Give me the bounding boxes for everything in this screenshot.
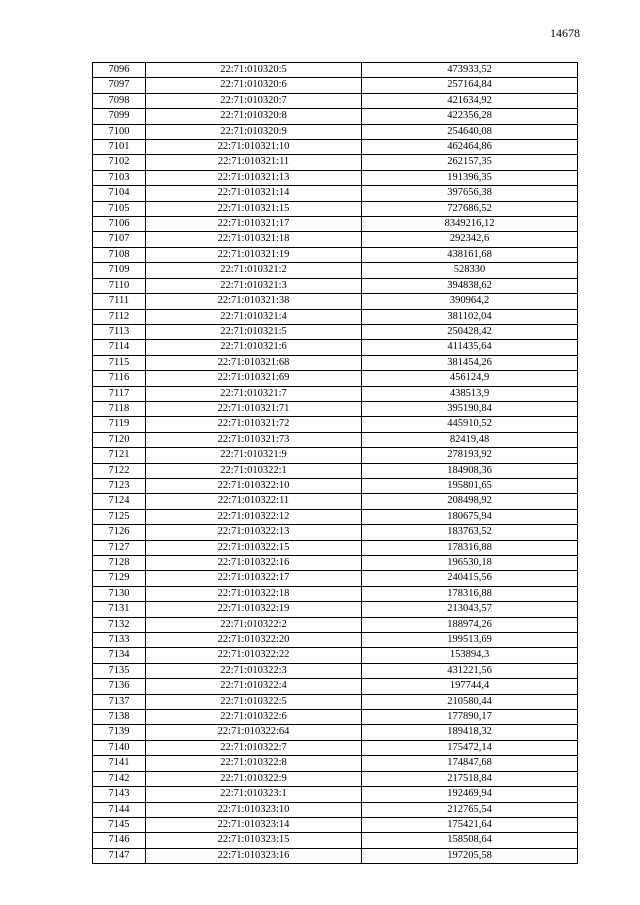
cadastral-number-cell: 22:71:010321:14 — [146, 186, 362, 201]
cadastral-number-cell: 22:71:010322:4 — [146, 679, 362, 694]
row-number-cell: 7115 — [93, 355, 146, 370]
row-number-cell: 7109 — [93, 263, 146, 278]
table-row — [93, 63, 578, 78]
table-row — [93, 679, 578, 694]
table-row — [93, 217, 578, 232]
cadastral-value-cell: 240415,56 — [362, 571, 578, 586]
cadastral-value-cell: 422356,28 — [362, 109, 578, 124]
cadastral-value-table — [92, 62, 578, 864]
row-number-cell: 7116 — [93, 371, 146, 386]
cadastral-value-cell: 175421,64 — [362, 817, 578, 832]
cadastral-number-cell: 22:71:010322:1 — [146, 463, 362, 478]
table-row — [93, 232, 578, 247]
cadastral-number-cell: 22:71:010321:3 — [146, 278, 362, 293]
table-body — [93, 63, 578, 864]
row-number-cell: 7141 — [93, 756, 146, 771]
cadastral-number-cell: 22:71:010321:7 — [146, 386, 362, 401]
cadastral-number-cell: 22:71:010321:5 — [146, 324, 362, 339]
cadastral-number-cell: 22:71:010322:6 — [146, 710, 362, 725]
row-number-cell: 7112 — [93, 309, 146, 324]
cadastral-number-cell: 22:71:010321:19 — [146, 247, 362, 262]
cadastral-value-cell: 184908,36 — [362, 463, 578, 478]
table-row — [93, 787, 578, 802]
cadastral-value-cell: 445910,52 — [362, 417, 578, 432]
table-row — [93, 633, 578, 648]
row-number-cell: 7119 — [93, 417, 146, 432]
table-row — [93, 802, 578, 817]
cadastral-number-cell: 22:71:010322:16 — [146, 556, 362, 571]
row-number-cell: 7111 — [93, 294, 146, 309]
cadastral-number-cell: 22:71:010322:18 — [146, 586, 362, 601]
cadastral-number-cell: 22:71:010322:7 — [146, 740, 362, 755]
cadastral-number-cell: 22:71:010321:2 — [146, 263, 362, 278]
cadastral-number-cell: 22:71:010322:10 — [146, 478, 362, 493]
cadastral-number-cell: 22:71:010321:15 — [146, 201, 362, 216]
table-row — [93, 201, 578, 216]
cadastral-number-cell: 22:71:010321:18 — [146, 232, 362, 247]
cadastral-number-cell: 22:71:010323:14 — [146, 817, 362, 832]
cadastral-value-cell: 180675,94 — [362, 509, 578, 524]
table-row — [93, 78, 578, 93]
cadastral-value-cell: 395190,84 — [362, 401, 578, 416]
cadastral-number-cell: 22:71:010322:2 — [146, 617, 362, 632]
table-row — [93, 186, 578, 201]
row-number-cell: 7106 — [93, 217, 146, 232]
row-number-cell: 7144 — [93, 802, 146, 817]
row-number-cell: 7125 — [93, 509, 146, 524]
row-number-cell: 7133 — [93, 633, 146, 648]
cadastral-value-cell: 183763,52 — [362, 525, 578, 540]
cadastral-number-cell: 22:71:010322:22 — [146, 648, 362, 663]
row-number-cell: 7135 — [93, 663, 146, 678]
cadastral-number-cell: 22:71:010321:71 — [146, 401, 362, 416]
cadastral-number-cell: 22:71:010322:17 — [146, 571, 362, 586]
row-number-cell: 7101 — [93, 140, 146, 155]
cadastral-value-cell: 82419,48 — [362, 432, 578, 447]
row-number-cell: 7143 — [93, 787, 146, 802]
cadastral-value-cell: 196530,18 — [362, 556, 578, 571]
cadastral-number-cell: 22:71:010322:13 — [146, 525, 362, 540]
row-number-cell: 7139 — [93, 725, 146, 740]
cadastral-value-cell: 292342,6 — [362, 232, 578, 247]
table-row — [93, 771, 578, 786]
row-number-cell: 7146 — [93, 833, 146, 848]
cadastral-number-cell: 22:71:010321:68 — [146, 355, 362, 370]
row-number-cell: 7099 — [93, 109, 146, 124]
cadastral-value-cell: 199513,69 — [362, 633, 578, 648]
cadastral-number-cell: 22:71:010321:10 — [146, 140, 362, 155]
table-row — [93, 509, 578, 524]
table-row — [93, 263, 578, 278]
cadastral-value-cell: 278193,92 — [362, 448, 578, 463]
table-row — [93, 756, 578, 771]
page-number: 14678 — [550, 26, 580, 40]
cadastral-value-cell: 456124,9 — [362, 371, 578, 386]
table-row — [93, 463, 578, 478]
row-number-cell: 7132 — [93, 617, 146, 632]
row-number-cell: 7140 — [93, 740, 146, 755]
row-number-cell: 7107 — [93, 232, 146, 247]
cadastral-number-cell: 22:71:010322:3 — [146, 663, 362, 678]
cadastral-value-cell: 262157,35 — [362, 155, 578, 170]
cadastral-number-cell: 22:71:010322:5 — [146, 694, 362, 709]
row-number-cell: 7104 — [93, 186, 146, 201]
table-row — [93, 602, 578, 617]
row-number-cell: 7142 — [93, 771, 146, 786]
cadastral-number-cell: 22:71:010323:1 — [146, 787, 362, 802]
table-row — [93, 309, 578, 324]
row-number-cell: 7123 — [93, 478, 146, 493]
table-row — [93, 586, 578, 601]
cadastral-value-cell: 462464,86 — [362, 140, 578, 155]
cadastral-number-cell: 22:71:010321:69 — [146, 371, 362, 386]
cadastral-value-cell: 189418,32 — [362, 725, 578, 740]
row-number-cell: 7127 — [93, 540, 146, 555]
cadastral-number-cell: 22:71:010322:19 — [146, 602, 362, 617]
cadastral-value-cell: 178316,88 — [362, 586, 578, 601]
row-number-cell: 7110 — [93, 278, 146, 293]
cadastral-value-cell: 390964,2 — [362, 294, 578, 309]
cadastral-number-cell: 22:71:010320:7 — [146, 93, 362, 108]
cadastral-number-cell: 22:71:010320:9 — [146, 124, 362, 139]
cadastral-value-cell: 381102,04 — [362, 309, 578, 324]
table-row — [93, 525, 578, 540]
table-row — [93, 417, 578, 432]
table-row — [93, 124, 578, 139]
cadastral-value-cell: 254640,08 — [362, 124, 578, 139]
cadastral-value-cell: 257164,84 — [362, 78, 578, 93]
table-row — [93, 294, 578, 309]
cadastral-number-cell: 22:71:010320:5 — [146, 63, 362, 78]
table-row — [93, 556, 578, 571]
cadastral-value-cell: 188974,26 — [362, 617, 578, 632]
row-number-cell: 7117 — [93, 386, 146, 401]
cadastral-value-cell: 178316,88 — [362, 540, 578, 555]
table-row — [93, 140, 578, 155]
table-row — [93, 663, 578, 678]
cadastral-value-cell: 177890,17 — [362, 710, 578, 725]
table-row — [93, 432, 578, 447]
table-row — [93, 155, 578, 170]
cadastral-value-cell: 438513,9 — [362, 386, 578, 401]
cadastral-value-cell: 8349216,12 — [362, 217, 578, 232]
table-row — [93, 833, 578, 848]
cadastral-value-cell: 438161,68 — [362, 247, 578, 262]
row-number-cell: 7102 — [93, 155, 146, 170]
table-row — [93, 494, 578, 509]
table-row — [93, 109, 578, 124]
row-number-cell: 7134 — [93, 648, 146, 663]
row-number-cell: 7097 — [93, 78, 146, 93]
cadastral-number-cell: 22:71:010323:15 — [146, 833, 362, 848]
cadastral-value-cell: 213043,57 — [362, 602, 578, 617]
row-number-cell: 7120 — [93, 432, 146, 447]
cadastral-value-cell: 394838,62 — [362, 278, 578, 293]
cadastral-number-cell: 22:71:010321:73 — [146, 432, 362, 447]
row-number-cell: 7114 — [93, 340, 146, 355]
cadastral-number-cell: 22:71:010321:17 — [146, 217, 362, 232]
cadastral-value-cell: 431221,56 — [362, 663, 578, 678]
cadastral-number-cell: 22:71:010321:13 — [146, 170, 362, 185]
table-row — [93, 371, 578, 386]
cadastral-value-cell: 191396,35 — [362, 170, 578, 185]
cadastral-value-cell: 210580,44 — [362, 694, 578, 709]
cadastral-value-cell: 411435,64 — [362, 340, 578, 355]
table-row — [93, 340, 578, 355]
cadastral-value-cell: 175472,14 — [362, 740, 578, 755]
row-number-cell: 7121 — [93, 448, 146, 463]
cadastral-value-cell: 397656,38 — [362, 186, 578, 201]
row-number-cell: 7124 — [93, 494, 146, 509]
cadastral-number-cell: 22:71:010322:20 — [146, 633, 362, 648]
row-number-cell: 7137 — [93, 694, 146, 709]
row-number-cell: 7108 — [93, 247, 146, 262]
cadastral-value-cell: 528330 — [362, 263, 578, 278]
table-row — [93, 648, 578, 663]
table-row — [93, 355, 578, 370]
table-row — [93, 540, 578, 555]
row-number-cell: 7145 — [93, 817, 146, 832]
table-row — [93, 478, 578, 493]
table-row — [93, 93, 578, 108]
table-row — [93, 817, 578, 832]
row-number-cell: 7136 — [93, 679, 146, 694]
table-row — [93, 170, 578, 185]
cadastral-number-cell: 22:71:010323:10 — [146, 802, 362, 817]
cadastral-number-cell: 22:71:010321:6 — [146, 340, 362, 355]
cadastral-number-cell: 22:71:010321:11 — [146, 155, 362, 170]
cadastral-value-cell: 473933,52 — [362, 63, 578, 78]
row-number-cell: 7122 — [93, 463, 146, 478]
table-row — [93, 401, 578, 416]
cadastral-value-cell: 158508,64 — [362, 833, 578, 848]
cadastral-number-cell: 22:71:010322:15 — [146, 540, 362, 555]
cadastral-value-cell: 192469,94 — [362, 787, 578, 802]
cadastral-value-cell: 250428,42 — [362, 324, 578, 339]
table-row — [93, 324, 578, 339]
cadastral-value-cell: 421634,92 — [362, 93, 578, 108]
cadastral-number-cell: 22:71:010321:4 — [146, 309, 362, 324]
row-number-cell: 7098 — [93, 93, 146, 108]
cadastral-value-cell: 197744,4 — [362, 679, 578, 694]
table-row — [93, 740, 578, 755]
cadastral-number-cell: 22:71:010320:8 — [146, 109, 362, 124]
row-number-cell: 7138 — [93, 710, 146, 725]
row-number-cell: 7130 — [93, 586, 146, 601]
table-row — [93, 617, 578, 632]
cadastral-number-cell: 22:71:010321:38 — [146, 294, 362, 309]
row-number-cell: 7129 — [93, 571, 146, 586]
row-number-cell: 7147 — [93, 848, 146, 863]
row-number-cell: 7100 — [93, 124, 146, 139]
table-row — [93, 710, 578, 725]
cadastral-number-cell: 22:71:010322:8 — [146, 756, 362, 771]
cadastral-number-cell: 22:71:010320:6 — [146, 78, 362, 93]
table-row — [93, 448, 578, 463]
cadastral-number-cell: 22:71:010322:64 — [146, 725, 362, 740]
cadastral-value-cell: 197205,58 — [362, 848, 578, 863]
cadastral-number-cell: 22:71:010322:9 — [146, 771, 362, 786]
row-number-cell: 7131 — [93, 602, 146, 617]
row-number-cell: 7103 — [93, 170, 146, 185]
cadastral-value-cell: 153894,3 — [362, 648, 578, 663]
cadastral-value-cell: 727686,52 — [362, 201, 578, 216]
cadastral-value-cell: 195801,65 — [362, 478, 578, 493]
cadastral-value-cell: 381454,26 — [362, 355, 578, 370]
row-number-cell: 7113 — [93, 324, 146, 339]
cadastral-number-cell: 22:71:010322:12 — [146, 509, 362, 524]
table-row — [93, 571, 578, 586]
row-number-cell: 7096 — [93, 63, 146, 78]
cadastral-number-cell: 22:71:010321:72 — [146, 417, 362, 432]
table-row — [93, 386, 578, 401]
row-number-cell: 7105 — [93, 201, 146, 216]
row-number-cell: 7118 — [93, 401, 146, 416]
row-number-cell: 7126 — [93, 525, 146, 540]
cadastral-number-cell: 22:71:010322:11 — [146, 494, 362, 509]
table-row — [93, 694, 578, 709]
table-row — [93, 725, 578, 740]
cadastral-value-cell: 174847,68 — [362, 756, 578, 771]
cadastral-value-cell: 217518,84 — [362, 771, 578, 786]
cadastral-number-cell: 22:71:010321:9 — [146, 448, 362, 463]
table-row — [93, 278, 578, 293]
cadastral-value-cell: 208498,92 — [362, 494, 578, 509]
row-number-cell: 7128 — [93, 556, 146, 571]
table-row — [93, 848, 578, 863]
cadastral-number-cell: 22:71:010323:16 — [146, 848, 362, 863]
cadastral-value-cell: 212765,54 — [362, 802, 578, 817]
table-row — [93, 247, 578, 262]
